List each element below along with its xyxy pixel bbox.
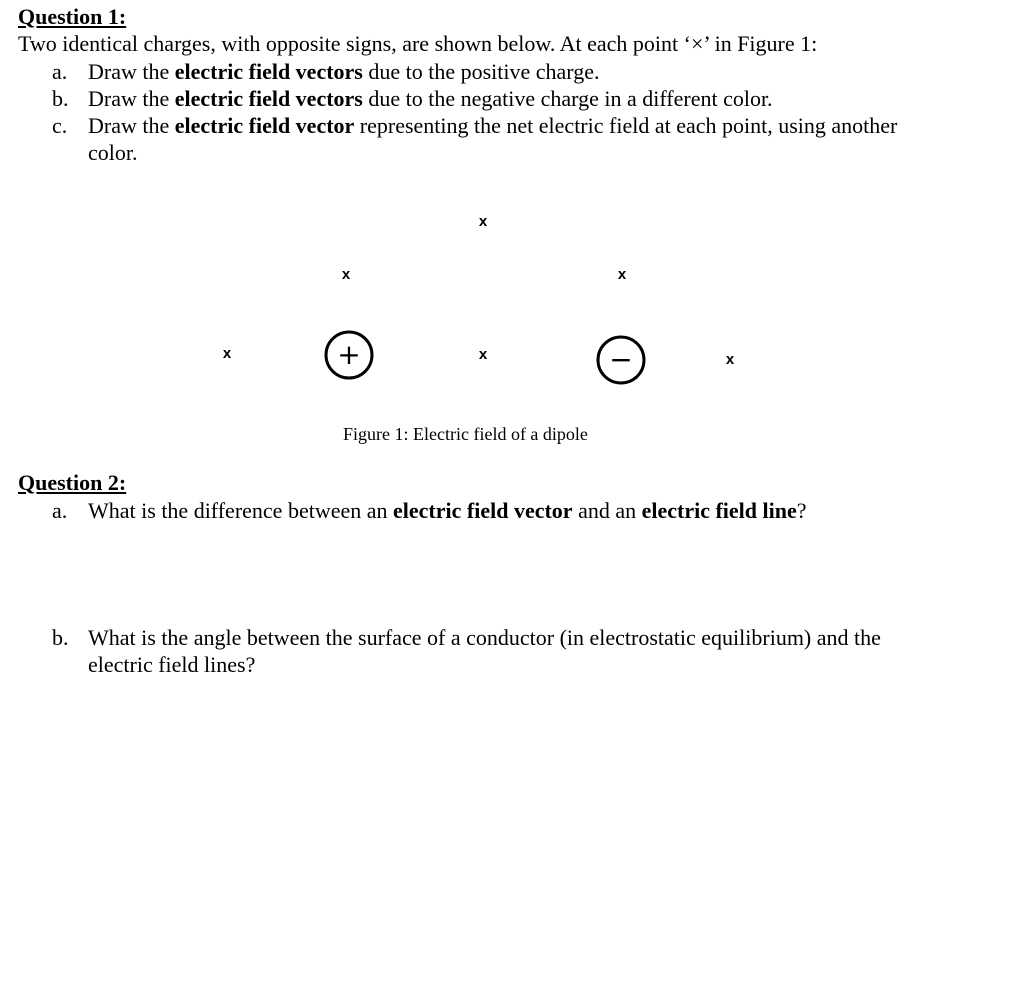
item-text [88, 58, 932, 85]
question-1-item-a [52, 58, 932, 85]
positive-charge-symbol: + [337, 338, 361, 371]
item-text-bold: electric field vector [174, 113, 355, 138]
question-1-item-c [52, 112, 932, 166]
positive-charge [326, 332, 372, 378]
item-text-plain: Draw the [88, 59, 175, 84]
item-letter: c. [52, 113, 68, 138]
negative-charge-symbol: − [609, 343, 633, 376]
item-text-plain: Draw the [88, 86, 175, 111]
question-1-title: Question 1: [18, 4, 127, 29]
field-point-marker: x [617, 266, 627, 283]
figure-caption: Figure 1: Electric field of a dipole [343, 424, 588, 444]
item-text-plain: representing the net electric field at each point, using another color. [88, 113, 898, 165]
question-1-intro: Two identical charges, with opposite signs, are shown below. At each point ‘×’ in Figure 1: [18, 31, 818, 56]
item-text-bold: electric field vector [393, 498, 573, 523]
negative-charge [598, 337, 644, 383]
item-text-plain: and an [572, 498, 642, 523]
item-letter: b. [52, 625, 69, 650]
item-letter: a. [52, 59, 68, 84]
item-text-plain: What is the difference between an [88, 498, 394, 523]
question-2-item-b [52, 624, 932, 678]
question-2-title: Question 2: [18, 470, 127, 495]
item-text [88, 112, 932, 166]
item-text-plain: ? [796, 498, 807, 523]
question-1-item-b [52, 85, 932, 112]
item-text: What is the angle between the surface of a conductor (in electrostatic equilibrium) and the electric field lines? [88, 625, 881, 677]
item-letter: a. [52, 498, 68, 523]
charges-drawing [0, 190, 1024, 460]
dipole-figure [0, 190, 1024, 460]
field-point-marker: x [725, 351, 735, 368]
field-point-marker: x [341, 266, 351, 283]
item-text-plain: due to the positive charge. [362, 59, 600, 84]
item-text-bold: electric field line [641, 498, 797, 523]
question-2-item-a [52, 497, 932, 524]
item-text-bold: electric field vectors [174, 86, 363, 111]
field-point-marker: x [478, 346, 488, 363]
field-point-marker: x [478, 213, 488, 230]
item-letter: b. [52, 86, 69, 111]
item-text [88, 85, 932, 112]
field-point-marker: x [222, 345, 232, 362]
item-text-bold: electric field vectors [174, 59, 363, 84]
item-text-plain: Draw the [88, 113, 175, 138]
item-text [88, 497, 932, 524]
item-text-plain: due to the negative charge in a different color. [362, 86, 773, 111]
